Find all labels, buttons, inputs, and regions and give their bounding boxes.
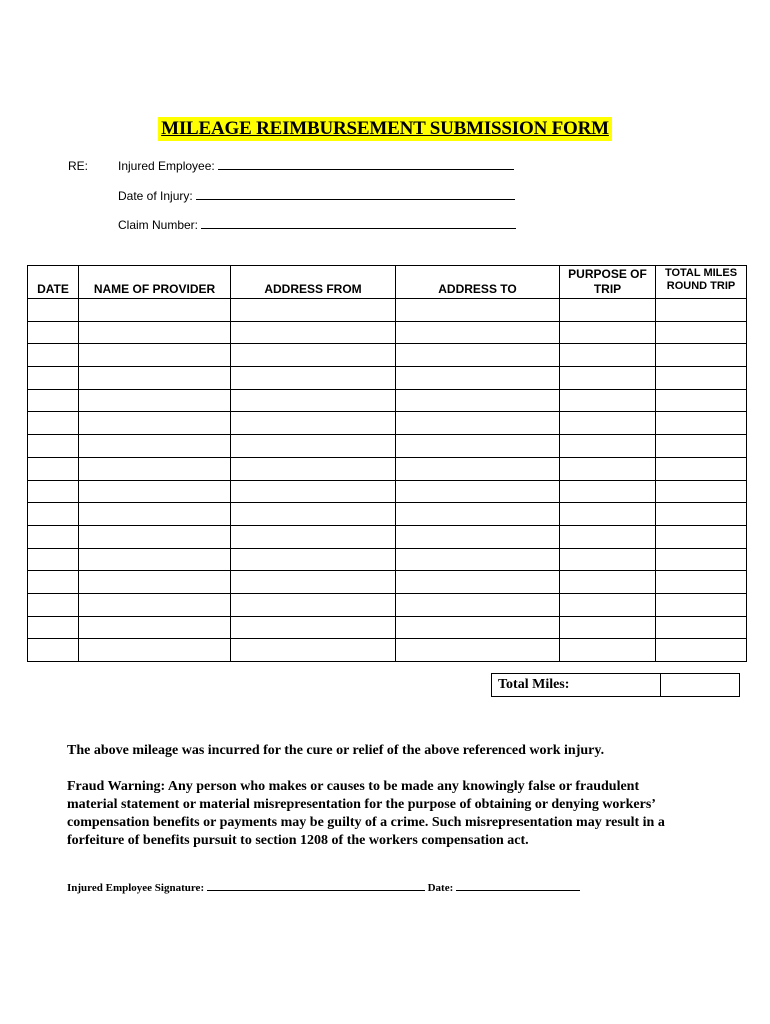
date-cell[interactable] — [28, 480, 79, 503]
address-to-cell[interactable] — [396, 480, 560, 503]
header-total-miles — [656, 266, 747, 299]
purpose-cell[interactable] — [560, 480, 656, 503]
provider-cell[interactable] — [79, 412, 231, 435]
table-row — [28, 616, 747, 639]
address-from-cell[interactable] — [231, 480, 396, 503]
address-to-cell[interactable] — [396, 389, 560, 412]
address-to-cell[interactable] — [396, 344, 560, 367]
purpose-cell[interactable] — [560, 412, 656, 435]
date-cell[interactable] — [28, 412, 79, 435]
purpose-cell[interactable] — [560, 435, 656, 458]
injured-employee-field[interactable] — [118, 159, 514, 173]
statement-text: The above mileage was incurred for the cure or relief of the above referenced work injury. — [67, 743, 605, 758]
header-address-to: ADDRESS TO — [396, 266, 560, 299]
table-row — [28, 435, 747, 458]
table-row — [28, 344, 747, 367]
total-miles-cell[interactable] — [656, 389, 747, 412]
table-row — [28, 503, 747, 526]
table-row — [28, 548, 747, 571]
signature-date-blank[interactable] — [456, 882, 580, 891]
purpose-cell[interactable] — [560, 299, 656, 322]
claim-number-label: Claim Number: — [118, 218, 199, 232]
date-cell[interactable] — [28, 435, 79, 458]
table-row — [28, 571, 747, 594]
purpose-cell[interactable] — [560, 389, 656, 412]
table-row — [28, 299, 747, 322]
address-from-cell[interactable] — [231, 299, 396, 322]
header-address-from: ADDRESS FROM — [231, 266, 396, 299]
total-miles-cell[interactable] — [656, 367, 747, 390]
purpose-cell[interactable] — [560, 525, 656, 548]
address-from-cell[interactable] — [231, 435, 396, 458]
provider-cell[interactable] — [79, 344, 231, 367]
date-cell[interactable] — [28, 503, 79, 526]
signature-line — [67, 882, 580, 894]
address-to-cell[interactable] — [396, 412, 560, 435]
purpose-cell[interactable] — [560, 457, 656, 480]
total-miles-cell[interactable] — [656, 571, 747, 594]
purpose-cell[interactable] — [560, 593, 656, 616]
purpose-cell[interactable] — [560, 503, 656, 526]
header-purpose — [560, 266, 656, 299]
purpose-cell[interactable] — [560, 571, 656, 594]
table-row — [28, 321, 747, 344]
address-from-cell[interactable] — [231, 525, 396, 548]
mileage-log-table — [27, 265, 747, 662]
table-row — [28, 639, 747, 662]
address-from-cell[interactable] — [231, 616, 396, 639]
address-to-cell[interactable] — [396, 639, 560, 662]
total-miles-cell[interactable] — [656, 299, 747, 322]
purpose-cell[interactable] — [560, 616, 656, 639]
total-miles-cell[interactable] — [656, 435, 747, 458]
purpose-cell[interactable] — [560, 367, 656, 390]
provider-cell[interactable] — [79, 480, 231, 503]
address-from-cell[interactable] — [231, 503, 396, 526]
date-cell[interactable] — [28, 548, 79, 571]
header-miles-line2: ROUND TRIP — [666, 280, 736, 292]
address-to-cell[interactable] — [396, 321, 560, 344]
provider-cell[interactable] — [79, 503, 231, 526]
form-title: MILEAGE REIMBURSEMENT SUBMISSION FORM — [158, 117, 612, 141]
provider-cell[interactable] — [79, 457, 231, 480]
injured-employee-label: Injured Employee: — [118, 159, 215, 173]
address-from-cell[interactable] — [231, 389, 396, 412]
total-miles-input[interactable] — [661, 674, 740, 697]
signature-blank[interactable] — [207, 882, 425, 891]
total-miles-cell[interactable] — [656, 412, 747, 435]
address-from-cell[interactable] — [231, 321, 396, 344]
fraud-warning-text: Fraud Warning: Any person who makes or causes to be made any knowingly false or fraudulent material statement or material misrepresentation for the purpose of obtaining or denying workers’ compensation benefits or payments may be guilty of a crime. Such misrepresentation may result in a forfeiture of benefits pursuit to section 1208 of the workers compensation act. — [67, 779, 665, 848]
signature-label: Injured Employee Signature: — [67, 882, 205, 894]
provider-cell[interactable] — [79, 435, 231, 458]
address-from-cell[interactable] — [231, 457, 396, 480]
table-row — [28, 480, 747, 503]
address-from-cell[interactable] — [231, 548, 396, 571]
address-to-cell[interactable] — [396, 503, 560, 526]
date-cell[interactable] — [28, 525, 79, 548]
total-miles-cell[interactable] — [656, 639, 747, 662]
date-cell[interactable] — [28, 344, 79, 367]
address-to-cell[interactable] — [396, 525, 560, 548]
date-cell[interactable] — [28, 639, 79, 662]
table-row — [28, 593, 747, 616]
total-miles-cell[interactable] — [656, 321, 747, 344]
address-to-cell[interactable] — [396, 571, 560, 594]
total-miles-cell[interactable] — [656, 593, 747, 616]
date-cell[interactable] — [28, 616, 79, 639]
address-to-cell[interactable] — [396, 457, 560, 480]
table-row — [28, 367, 747, 390]
table-row — [28, 412, 747, 435]
address-from-cell[interactable] — [231, 367, 396, 390]
address-from-cell[interactable] — [231, 571, 396, 594]
total-miles-cell[interactable] — [656, 525, 747, 548]
address-to-cell[interactable] — [396, 435, 560, 458]
table-row — [28, 389, 747, 412]
total-miles-cell[interactable] — [656, 480, 747, 503]
provider-cell[interactable] — [79, 299, 231, 322]
provider-cell[interactable] — [79, 367, 231, 390]
address-from-cell[interactable] — [231, 412, 396, 435]
provider-cell[interactable] — [79, 389, 231, 412]
date-cell[interactable] — [28, 321, 79, 344]
address-to-cell[interactable] — [396, 367, 560, 390]
provider-cell[interactable] — [79, 321, 231, 344]
purpose-cell[interactable] — [560, 548, 656, 571]
claim-number-field[interactable] — [118, 218, 516, 232]
table-header-row — [28, 266, 747, 299]
header-date: DATE — [28, 266, 79, 299]
header-purpose-line2: TRIP — [593, 282, 622, 296]
date-cell[interactable] — [28, 571, 79, 594]
header-provider: NAME OF PROVIDER — [79, 266, 231, 299]
header-miles-line1: TOTAL MILES — [664, 267, 738, 279]
provider-cell[interactable] — [79, 616, 231, 639]
address-from-cell[interactable] — [231, 639, 396, 662]
address-from-cell[interactable] — [231, 344, 396, 367]
address-to-cell[interactable] — [396, 299, 560, 322]
date-of-injury-blank[interactable] — [196, 190, 515, 200]
purpose-cell[interactable] — [560, 344, 656, 367]
total-miles-label: Total Miles: — [492, 674, 661, 697]
date-cell[interactable] — [28, 299, 79, 322]
date-cell[interactable] — [28, 593, 79, 616]
table-row — [28, 457, 747, 480]
purpose-cell[interactable] — [560, 639, 656, 662]
header-purpose-line1: PURPOSE OF — [568, 267, 647, 281]
total-miles-cell[interactable] — [656, 503, 747, 526]
address-from-cell[interactable] — [231, 593, 396, 616]
provider-cell[interactable] — [79, 548, 231, 571]
total-miles-cell[interactable] — [656, 548, 747, 571]
claim-number-blank[interactable] — [201, 219, 516, 229]
table-row — [28, 525, 747, 548]
date-cell[interactable] — [28, 367, 79, 390]
address-to-cell[interactable] — [396, 616, 560, 639]
date-of-injury-field[interactable] — [118, 189, 515, 203]
injured-employee-blank[interactable] — [218, 160, 514, 170]
date-of-injury-label: Date of Injury: — [118, 189, 193, 203]
date-cell[interactable] — [28, 389, 79, 412]
total-miles-cell[interactable] — [656, 457, 747, 480]
provider-cell[interactable] — [79, 593, 231, 616]
total-miles-box — [491, 673, 740, 697]
total-miles-cell[interactable] — [656, 616, 747, 639]
re-label: RE: — [68, 159, 89, 173]
address-to-cell[interactable] — [396, 548, 560, 571]
address-to-cell[interactable] — [396, 593, 560, 616]
provider-cell[interactable] — [79, 639, 231, 662]
purpose-cell[interactable] — [560, 321, 656, 344]
date-cell[interactable] — [28, 457, 79, 480]
provider-cell[interactable] — [79, 571, 231, 594]
total-miles-cell[interactable] — [656, 344, 747, 367]
provider-cell[interactable] — [79, 525, 231, 548]
signature-date-label: Date: — [427, 882, 454, 894]
